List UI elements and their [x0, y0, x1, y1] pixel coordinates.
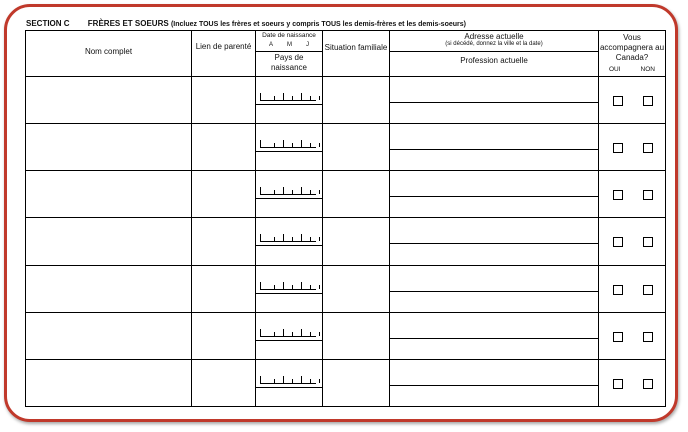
dob-tick: [319, 190, 320, 194]
marital-field[interactable]: [323, 359, 390, 406]
accompany-yes-checkbox[interactable]: [613, 285, 623, 295]
section-header: [26, 19, 466, 28]
dob-tick: [292, 190, 293, 194]
dob-tick: [301, 234, 302, 241]
dob-tick: [283, 376, 284, 383]
marital-field[interactable]: [323, 124, 390, 171]
address-occupation-field[interactable]: [390, 124, 599, 171]
dob-tick: [283, 140, 284, 147]
accompany-yes-checkbox[interactable]: [613, 143, 623, 153]
dob-tick-scale: [260, 233, 316, 242]
dob-tick: [274, 143, 275, 147]
accompany-field: [599, 124, 666, 171]
accompany-field: [599, 218, 666, 265]
name-field[interactable]: [26, 124, 192, 171]
header-country: Pays de naissance: [270, 53, 308, 72]
section-label: SECTION C: [26, 19, 70, 28]
dob-tick: [292, 237, 293, 241]
header-row: [26, 31, 666, 77]
name-field[interactable]: [26, 77, 192, 124]
header-yes: OUI: [608, 66, 621, 73]
header-marital: Situation familiale: [323, 31, 390, 77]
address-occupation-field[interactable]: [390, 218, 599, 265]
dob-tick: [310, 237, 311, 241]
dob-tick: [292, 96, 293, 100]
dob-tick: [274, 332, 275, 336]
relation-field[interactable]: [192, 77, 256, 124]
dob-tick: [292, 143, 293, 147]
dob-tick: [283, 234, 284, 241]
accompany-no-checkbox[interactable]: [643, 96, 653, 106]
dob-tick: [260, 234, 261, 241]
dob-tick: [274, 285, 275, 289]
header-dob: [256, 31, 323, 77]
header-name: Nom complet: [26, 31, 192, 77]
dob-tick: [292, 379, 293, 383]
dob-tick: [283, 329, 284, 336]
name-field[interactable]: [26, 218, 192, 265]
address-divider: [390, 243, 598, 244]
sibling-row: [26, 77, 666, 124]
accompany-no-checkbox[interactable]: [643, 143, 653, 153]
dob-tick: [274, 237, 275, 241]
dob-country-field[interactable]: [256, 312, 323, 359]
name-field[interactable]: [26, 312, 192, 359]
dob-tick: [310, 285, 311, 289]
dob-tick-scale: [260, 281, 316, 290]
dob-tick-scale: [260, 92, 316, 101]
accompany-field: [599, 77, 666, 124]
address-occupation-field[interactable]: [390, 77, 599, 124]
dob-tick: [260, 282, 261, 289]
header-dob-label: Date de naissance: [262, 32, 316, 39]
address-divider: [390, 338, 598, 339]
dob-tick: [319, 237, 320, 241]
header-accompany: [599, 31, 666, 77]
header-no: NON: [640, 66, 655, 73]
dob-tick: [292, 332, 293, 336]
dob-divider: [256, 340, 322, 341]
dob-tick: [274, 379, 275, 383]
header-occupation: Profession actuelle: [460, 56, 528, 65]
marital-field[interactable]: [323, 77, 390, 124]
header-address-note: (si décédé, donnez la ville et la date): [445, 41, 543, 47]
section-title: FRÈRES ET SOEURS: [87, 19, 169, 28]
address-occupation-field[interactable]: [390, 359, 599, 406]
dob-tick: [283, 282, 284, 289]
accompany-yes-checkbox[interactable]: [613, 379, 623, 389]
header-dob-day: J: [305, 42, 309, 48]
dob-tick: [319, 379, 320, 383]
dob-divider: [256, 245, 322, 246]
marital-field[interactable]: [323, 171, 390, 218]
relation-field[interactable]: [192, 265, 256, 312]
address-occupation-field[interactable]: [390, 265, 599, 312]
name-field[interactable]: [26, 359, 192, 406]
dob-tick: [260, 93, 261, 100]
accompany-field: [599, 359, 666, 406]
dob-divider: [256, 151, 322, 152]
header-address: [390, 31, 599, 77]
dob-tick: [260, 329, 261, 336]
accompany-no-checkbox[interactable]: [643, 379, 653, 389]
dob-tick: [319, 332, 320, 336]
address-divider: [390, 385, 598, 386]
dob-country-field[interactable]: [256, 359, 323, 406]
relation-field[interactable]: [192, 218, 256, 265]
dob-tick: [260, 140, 261, 147]
relation-field[interactable]: [192, 359, 256, 406]
sibling-row: [26, 218, 666, 265]
header-dob-top: [256, 31, 322, 52]
section-note: (Incluez TOUS les frères et soeurs y compris TOUS les demis-frères et les demis-soeurs): [170, 21, 466, 28]
dob-tick: [274, 190, 275, 194]
dob-tick: [310, 190, 311, 194]
address-divider: [390, 149, 598, 150]
dob-tick: [301, 282, 302, 289]
dob-tick: [301, 140, 302, 147]
dob-tick-scale: [260, 375, 316, 384]
address-divider: [390, 102, 598, 103]
dob-divider: [256, 387, 322, 388]
accompany-no-checkbox[interactable]: [643, 332, 653, 342]
dob-tick: [319, 143, 320, 147]
header-address-label: Adresse actuelle: [464, 32, 524, 41]
dob-tick: [310, 143, 311, 147]
address-occupation-field[interactable]: [390, 312, 599, 359]
dob-tick: [319, 285, 320, 289]
header-relation: Lien de parenté: [192, 31, 256, 77]
dob-tick-scale: [260, 139, 316, 148]
dob-tick: [301, 187, 302, 194]
accompany-yes-checkbox[interactable]: [613, 332, 623, 342]
dob-divider: [256, 198, 322, 199]
relation-field[interactable]: [192, 124, 256, 171]
name-field[interactable]: [26, 171, 192, 218]
dob-tick: [283, 187, 284, 194]
header-address-top: [390, 31, 598, 52]
dob-tick: [260, 187, 261, 194]
accompany-field: [599, 171, 666, 218]
dob-tick: [301, 329, 302, 336]
dob-tick: [310, 96, 311, 100]
marital-field[interactable]: [323, 265, 390, 312]
marital-field[interactable]: [323, 312, 390, 359]
accompany-yes-checkbox[interactable]: [613, 190, 623, 200]
dob-country-field[interactable]: [256, 171, 323, 218]
sibling-row: [26, 312, 666, 359]
dob-divider: [256, 104, 322, 105]
name-field[interactable]: [26, 265, 192, 312]
sibling-row: [26, 359, 666, 406]
relation-field[interactable]: [192, 171, 256, 218]
dob-tick: [319, 96, 320, 100]
accompany-yes-checkbox[interactable]: [613, 237, 623, 247]
siblings-table: [25, 30, 666, 407]
accompany-no-checkbox[interactable]: [643, 285, 653, 295]
dob-tick: [274, 96, 275, 100]
sibling-row: [26, 265, 666, 312]
dob-country-field[interactable]: [256, 265, 323, 312]
dob-tick-scale: [260, 328, 316, 337]
dob-country-field[interactable]: [256, 218, 323, 265]
accompany-field: [599, 265, 666, 312]
dob-tick: [301, 376, 302, 383]
rows-body: [26, 77, 666, 407]
header-accompany-label: Vous accompagnera au Canada?: [599, 33, 665, 62]
dob-tick-scale: [260, 186, 316, 195]
dob-divider: [256, 293, 322, 294]
address-divider: [390, 291, 598, 292]
accompany-yes-checkbox[interactable]: [613, 96, 623, 106]
accompany-field: [599, 312, 666, 359]
accompany-no-checkbox[interactable]: [643, 237, 653, 247]
dob-tick: [310, 332, 311, 336]
dob-country-field[interactable]: [256, 124, 323, 171]
address-occupation-field[interactable]: [390, 171, 599, 218]
marital-field[interactable]: [323, 218, 390, 265]
dob-tick: [283, 93, 284, 100]
dob-tick: [310, 379, 311, 383]
header-dob-ymd: [256, 42, 322, 48]
dob-tick: [301, 93, 302, 100]
header-yes-no: [599, 65, 665, 75]
relation-field[interactable]: [192, 312, 256, 359]
dob-country-field[interactable]: [256, 77, 323, 124]
sibling-row: [26, 124, 666, 171]
header-dob-month: M: [286, 42, 292, 48]
sibling-row: [26, 171, 666, 218]
header-dob-year: A: [268, 42, 273, 48]
accompany-no-checkbox[interactable]: [643, 190, 653, 200]
dob-tick: [292, 285, 293, 289]
dob-tick: [260, 376, 261, 383]
address-divider: [390, 196, 598, 197]
